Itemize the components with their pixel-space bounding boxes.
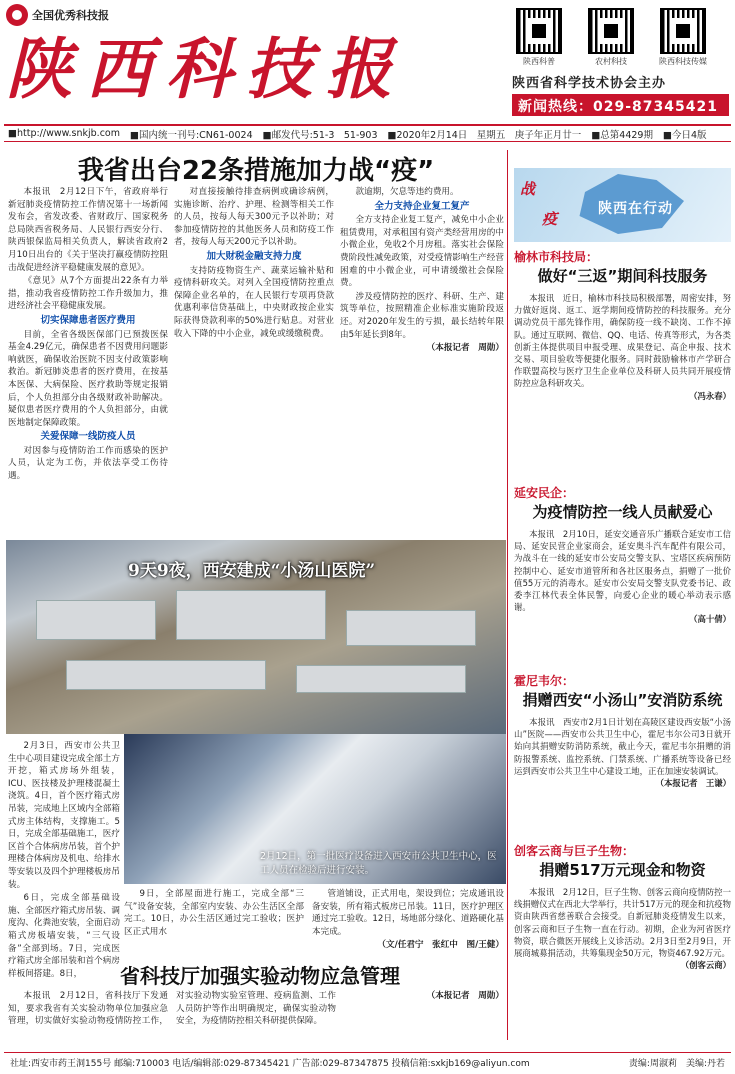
photo-headline: 9天9夜，西安建成“小汤山医院” [128,561,376,581]
issue-number: ■总第4429期 [591,129,653,141]
story-title: 捐赠517万元现金和物资 [539,861,706,879]
cn-number: ■国内统一刊号:CN61-0024 [130,129,253,141]
sidebar-story-4: 创客云商与巨子生物： 捐赠517万元现金和物资 本报讯 2月12日，巨子生物、创客云商向疫情防控一线捐赠仪式在西北大学举行，共计517万元的现金和抗疫物资由陕西省慈善联合会接受。自新冠肺炎疫情发生以来，创客云商和巨子生物一直在行动。初期，企业为河省医疗物资，联合微医开展线上义诊活动。2月3日至2月9日，开展商城募捐活动，共筹集现金50万元，物资467.92万元。 （创客云商） [514,844,731,971]
qr-code-icon [516,8,562,54]
byline: （文/任君宁 张红中 图/王健） [377,940,504,951]
article-column-3: 款逾期，欠息等违约费用。 全力支持企业复工复产 全方支持企业复工复产，减免中小企业租赁费用，对承租国有资产类经营用房的中小微企业，免收2个月房租。落实社会保险费阶段性减免政策，对受疫情影响生产经营困难的中小微企业，可申请缓缴社会保险费。 涉及疫情防控的医疗、科研、生产、建筑等单位，按照精准企业标准实施阶段返还。对2020年发生的亏损，最长结转年限由5年延长到8年。 （本报记者 周勋） [340,187,504,354]
main-headline: 我省出台22条措施加力战“疫” [77,156,435,186]
subheading: 全力支持企业复工复产 [374,200,470,212]
award-icon [6,4,28,26]
photo-article-col-2: 9日，全部屋面进行施工，完成全部“三气”设备安装，全部室内安装、办公生活区全部完工。10日，办公生活区通过完工验收；医护区正式用水 [124,889,304,937]
issue-date: ■2020年2月14日 星期五 庚子年正月廿一 [387,129,582,141]
photo-article-col-1: 2月3日，西安市公共卫生中心项目建设完成全部土方开挖，箱式房场外组装，ICU、医技楼及护理楼混凝土浇筑。4日，首个医疗箱式房吊装，完成地上区域内全部箱式房主体结构，支撑施工。5日，完成全部基础施工，医疗区首个合体病房吊装，首个护理楼合体病房及机电、给排水等安装以及四个护理楼板房吊装。 6日，完成全部基础设施、全部医疗箱式房吊装、调度沟、化粪池安装，全面启动箱式房板墙安装，“三气设备”全部到场。7日，完成医疗箱式房全部吊装和首个病房样板间搭建。8日， [8,741,120,979]
award-label: 全国优秀科技报 [32,9,109,22]
qr-code[interactable]: 陕西科技传媒 [652,8,714,67]
sidebar-story-2: 延安民企： 为疫情防控一线人员献爱心 本报讯 2月10日，延安交通音乐广播联合延安市工信局、延安民营企业家商会，延安奥斗汽车配件有限公司，为战斗在一线的延安市公安局交警支队、宝塔区疾病预防控制中心、延安市道管所和各社区服务点，捐赠了一批价值55万元的消毒水。延安市公安局交警支队党委书记、政委李江林代表全体民警，向爱心企业的暖心举动表示感谢。 （高十倩） [514,486,731,625]
sidebar-story-1: 榆林市科技局： 做好“三返”期间科技服务 本报讯 近日，榆林市科技局积极部署，周密安排，努力做好返岗、返工、返学期间疫情防控的科技服务。充分调动党员干部先锋作用，确保防疫一线不缺岗、工作不掉队。通过互联网、微信、QQ、电话、传真等形式，为各类创新主体提供项目申报受理、成果登记、高企申报、技术交易、项目验收等便捷化服务。同时鼓励榆林市产学研合作联盟高校与医疗卫生企业单位及科研人员共同开展疫情防控应急科研攻关。 （冯永春） [514,250,731,401]
second-headline: 省科技厅加强实验动物应急管理 [120,964,400,988]
story-title: 为疫情防控一线人员献爱心 [532,503,713,521]
photo-caption: 2月12日，第一批医疗设备进入西安市公共卫生中心，医工人员在检验后进行安装。 [260,851,497,876]
postal-code: ■邮发代号:51-3 51-903 [262,129,378,141]
story-title: 做好“三返”期间科技服务 [537,267,708,285]
page-count: ■今日4版 [662,129,707,141]
subheading: 加大财税金融支持力度 [206,250,302,262]
article-column-1: 本报讯 2月12日下午，省政府举行新冠肺炎疫情防控工作情况第十一场新闻发布会，省发改委、省财政厅、国家税务总局陕西省税务局、人民银行西安分行、陕西银保监局相关负责人，解读省政府2月10日出台的《关于坚决打赢疫情防控阻击战促进经济平稳健康发展的意见》。 《意见》从7个方面提出22条有力举措，推动我省疫情防控工作升级加力，推进经济社会平稳健康发展。 切实保障患者医疗费用 目前，全省各级医保部门已预拨医保基金4.29亿元，确保患者不因费用问题影响就医，确保收治医院不因支付政策影响救治。新冠肺炎患者的医疗费用，在按基本医保、大病保险、医疗救助等规定报销后，个人负担部分由各级财政补助解决。疑似患者医疗费用的个人负担部分，由就医地制定保障政策。 关爱保障一线防疫人员 对因参与疫情防治工作而感染的医护人员，认定为工伤，并依法享受工伤待遇。 [8,187,168,482]
byline: （本报记者 周勋） [426,343,504,354]
subheading: 关爱保障一线防疫人员 [40,431,136,443]
article-column-2: 对直接接触待排查病例或确诊病例，实施诊断、治疗、护理、检测等相关工作的人员，按每人每天300元予以补助；对参加疫情防控的其他医务人员和防疫工作者，按每人每天200元予以补助。 加大财税金融支持力度 支持防疫物资生产、蔬菜运输补贴和疫情科研攻关。对列入全国疫情防控重点保障企业名单的，在人民银行专项再贷款优惠利率信贷基础上，中央财政按企业实际获得贷款利率的50%进行贴息。对营业收入下降的中小企业，减免或缓缴税费。 [174,187,334,339]
issue-info-bar [4,124,731,142]
column-divider [507,150,508,1040]
qr-code-row [508,8,714,67]
sponsor-line: 陕西省科学技术协会主办 [512,76,667,91]
award-badge [6,4,109,26]
sidebar-story-3: 霍尼韦尔： 捐赠西安“小汤山”安消防系统 本报讯 西安市2月1日计划在高陵区建设西安版“小汤山”医院——西安市公共卫生中心，霍尼韦尔公司3日就开始向其捐赠安防消防系统，截止今天，霍尼韦尔捐赠的消防报警系统、监控系统、门禁系统、广播系统等设备已经运到西安市公共卫生中心建设工地，正在加速安装调试。 （本报记者 王谦） [514,674,731,789]
qr-code-icon [660,8,706,54]
bottom-article: 本报讯 2月12日，省科技厅下发通知，要求我省有关实验动物单位加强应急管理，切实做好实验动物疫情防控工作，对实验动物实验室管理、疫病监测、工作人员防护等作出明确规定，确保实验动物安全，为疫情防控相关科研提供保障。 （本报记者 周勋） [8,991,504,1027]
qr-code-icon [588,8,634,54]
subheading: 切实保障患者医疗费用 [40,314,136,326]
footer-contact: 社址:西安市药王洞155号 邮编:710003 电话/编辑部:029-87345421 广告部:029-87347875 投稿信箱:sxkjb169@aliyun.com [10,1059,530,1069]
page-footer [4,1052,731,1070]
footer-editors: 责编:周淑莉 美编:丹若 [628,1059,725,1069]
website-link[interactable]: ■http://www.snkjb.com [8,128,120,139]
qr-code[interactable]: 农村科技 [580,8,642,67]
story-title: 捐赠西安“小汤山”安消防系统 [522,691,723,709]
byline: （本报记者 周勋） [426,991,504,1001]
photo-article-col-3: 管道铺设，正式用电，架设到位；完成通讯设备安装，所有箱式板房已吊装。11日，医疗护理区通过完工验收。12日，场地部分绿化、道路硬化基本完成。 （文/任君宁 张红中 图/王健） [312,889,504,951]
masthead-title: 陕西科技报 [6,30,406,108]
hotline-badge: 新闻热线：029-87345421 [512,94,729,116]
campaign-banner: 战 疫 陕西在行动 [514,168,731,242]
qr-code[interactable]: 陕西科普 [508,8,570,67]
